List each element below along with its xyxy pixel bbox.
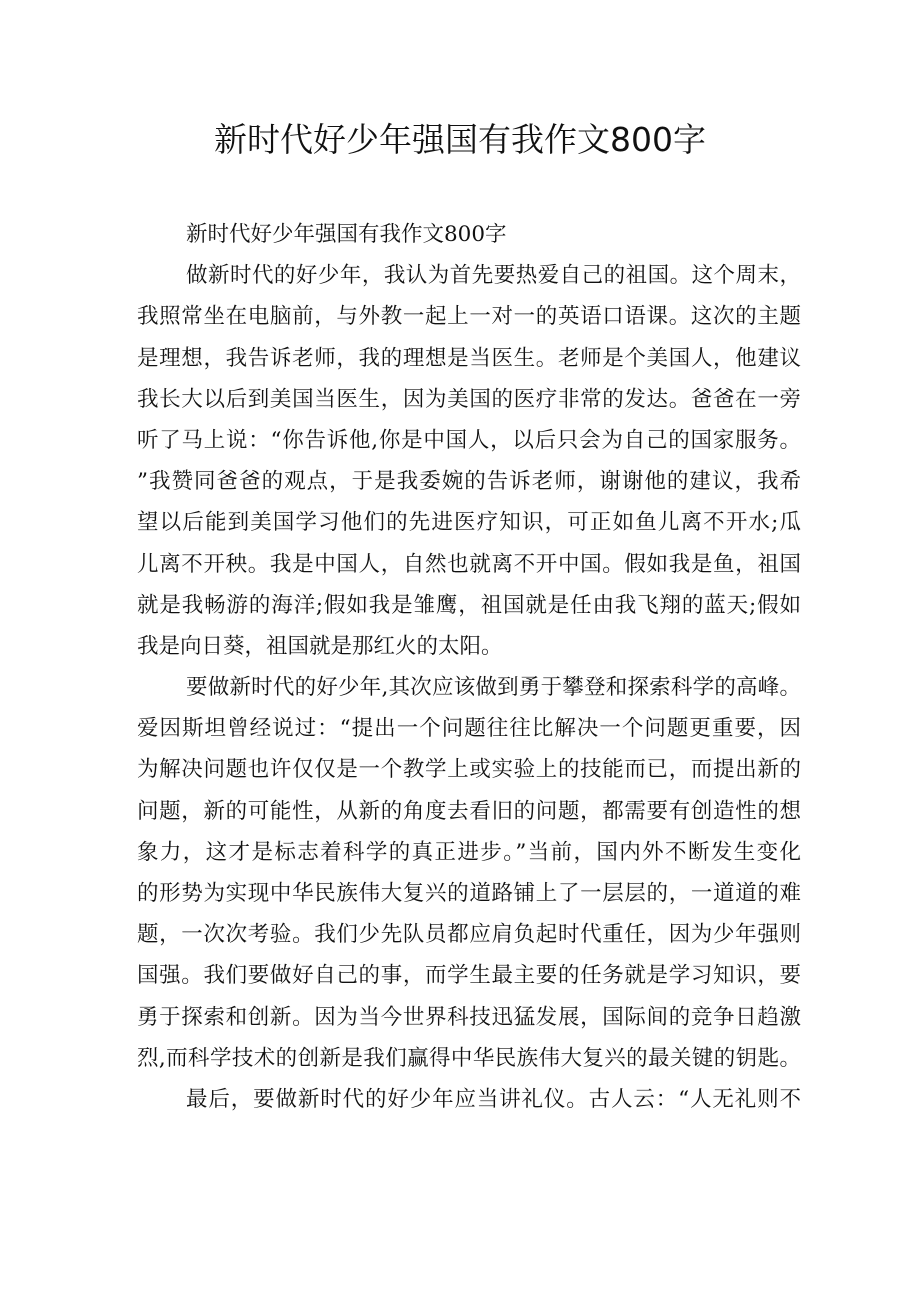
paragraph-line: 题，一次次考验。我们少先队员都应肩负起时代重任，因为少年强则 xyxy=(137,922,801,948)
paragraph-line: 象力，这才是标志着科学的真正进步。”当前，国内外不断发生变化 xyxy=(137,839,801,865)
paragraph-line: 要做新时代的好少年,其次应该做到勇于攀登和探索科学的高峰。 xyxy=(186,675,801,701)
paragraph-line: 我长大以后到美国当医生，因为美国的医疗非常的发达。爸爸在一旁 xyxy=(137,386,801,412)
paragraph-line: 我照常坐在电脑前，与外教一起上一对一的英语口语课。这次的主题 xyxy=(137,304,801,330)
paragraph-line: 的形势为实现中华民族伟大复兴的道路铺上了一层层的，一道道的难 xyxy=(137,881,801,906)
document-body xyxy=(137,214,801,1120)
paragraph-line: 烈,而科学技术的创新是我们赢得中华民族伟大复兴的最关键的钥匙。 xyxy=(137,1045,801,1071)
document-title: 新时代好少年强国有我作文800字 xyxy=(214,120,706,159)
paragraph-line: 是理想，我告诉老师，我的理想是当医生。老师是个美国人，他建议 xyxy=(137,345,801,371)
paragraph-line: 问题，新的可能性，从新的角度去看旧的问题，都需要有创造性的想 xyxy=(137,798,801,824)
paragraph-line: 望以后能到美国学习他们的先进医疗知识，可正如鱼儿离不开水;瓜 xyxy=(137,510,801,536)
paragraph-line: 最后，要做新时代的好少年应当讲礼仪。古人云：“人无礼则不 xyxy=(186,1086,801,1112)
paragraph-line: 听了马上说：“你告诉他,你是中国人，以后只会为自己的国家服务。 xyxy=(137,427,801,453)
paragraph-line: 就是我畅游的海洋;假如我是雏鹰，祖国就是任由我飞翔的蓝天;假如 xyxy=(137,592,801,618)
paragraph-3 xyxy=(137,1079,801,1120)
paragraph-line: 爱因斯坦曾经说过：“提出一个问题往往比解决一个问题更重要，因 xyxy=(137,716,801,742)
paragraph-line: 做新时代的好少年，我认为首先要热爱自己的祖国。这个周末， xyxy=(186,263,801,289)
paragraph-2 xyxy=(137,667,801,1079)
paragraph-line: 为解决问题也许仅仅是一个教学上或实验上的技能而已，而提出新的 xyxy=(137,757,801,783)
paragraph-line: 儿离不开秧。我是中国人，自然也就离不开中国。假如我是鱼，祖国 xyxy=(137,551,801,577)
document-subtitle: 新时代好少年强国有我作文800字 xyxy=(186,222,507,247)
paragraph-line: 我是向日葵，祖国就是那红火的太阳。 xyxy=(137,633,503,659)
paragraph-line: 勇于探索和创新。因为当今世界科技迅猛发展，国际间的竞争日趋激 xyxy=(137,1004,801,1030)
paragraph-line: 国强。我们要做好自己的事，而学生最主要的任务就是学习知识，要 xyxy=(137,963,801,989)
paragraph-line: ”我赞同爸爸的观点，于是我委婉的告诉老师，谢谢他的建议，我希 xyxy=(137,469,801,495)
paragraph-1 xyxy=(137,255,801,667)
